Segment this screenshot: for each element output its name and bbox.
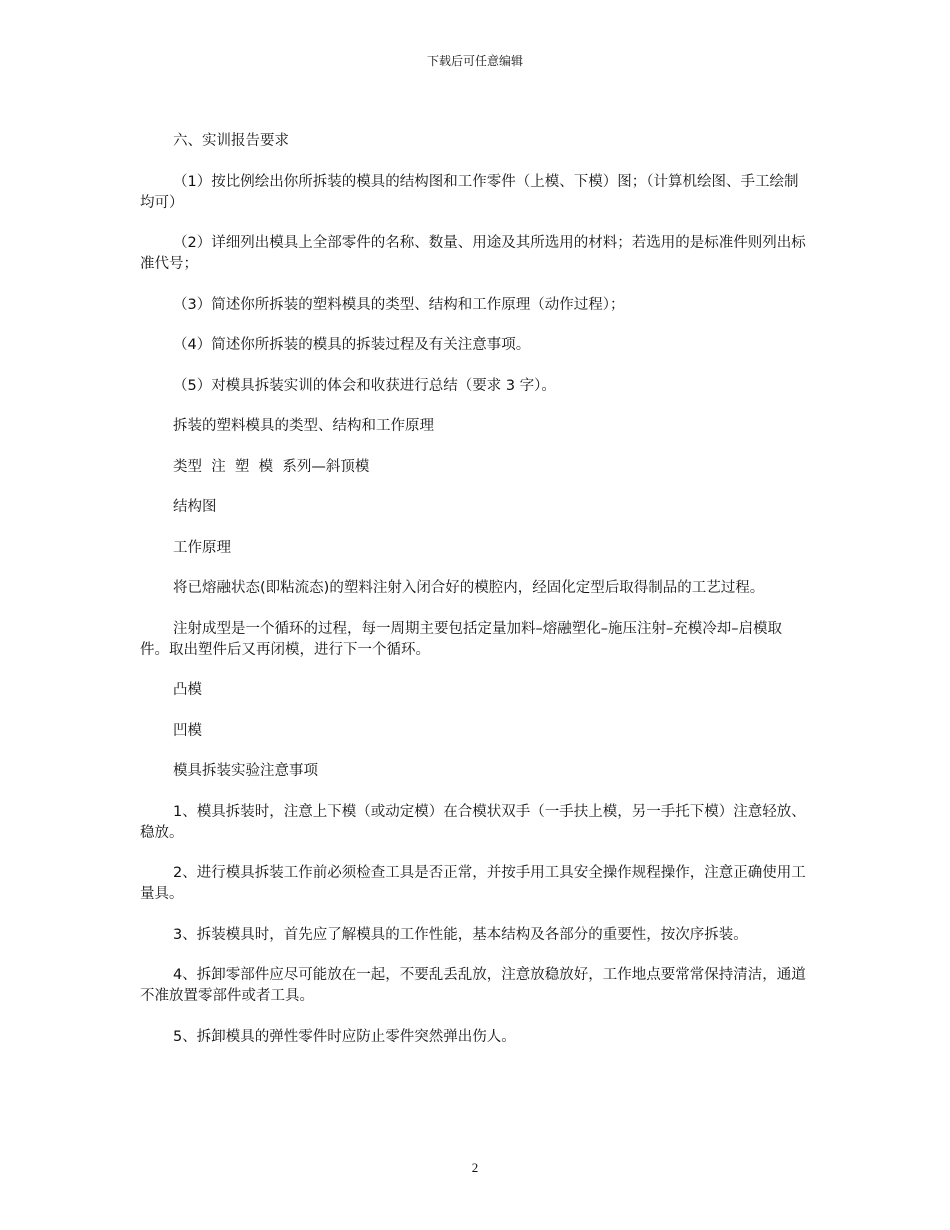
mold-type-line: 类型 注 塑 模 系列—斜顶模 [173,458,370,475]
requirement-item-2: （2）详细列出模具上全部零件的名称、数量、用途及其所选用的材料；若选用的是标准件则列出标准代号； [140,235,806,272]
precaution-item-4: 4、拆卸零部件应尽可能放在一起，不要乱丢乱放，注意放稳放好，工作地点要常常保持清洁，通道不准放置零部件或者工具。 [140,967,806,1004]
precaution-item-5: 5、拆卸模具的弹性零件时应防止零件突然弹出伤人。 [173,1028,516,1045]
punch-label: 凸模 [173,682,202,698]
page-number: 2 [471,1160,479,1175]
section-heading-report-requirements: 六、实训报告要求 [173,133,289,149]
structure-diagram-label: 结构图 [173,499,217,515]
page-header: 下载后可任意编辑 [426,54,523,68]
principle-paragraph-2: 注射成型是一个循环的过程，每一周期主要包括定量加料–熔融塑化–施压注射–充模冷却–启模取件。取出塑件后又再闭模，进行下一个循环。 [140,620,782,658]
requirement-item-4: （4）简述你所拆装的模具的拆装过程及有关注意事项。 [173,337,531,353]
working-principle-heading: 工作原理 [173,539,231,556]
precaution-item-1: 1、模具拆装时，注意上下模（或动定模）在合模状双手（一手扶上模，另一手托下模）注意轻放、稳放。 [140,803,806,841]
principle-paragraph-1: 将已熔融状态(即粘流态)的塑料注射入闭合好的模腔内，经固化定型后取得制品的工艺过程。 [173,580,765,596]
die-label: 凹模 [173,722,202,739]
requirement-item-1: （1）按比例绘出你所拆装的模具的结构图和工作零件（上模、下模）图；（计算机绘图、手工绘制均可） [140,173,799,211]
precautions-heading: 模具拆装实验注意事项 [173,763,318,779]
requirement-item-3: （3）简述你所拆装的塑料模具的类型、结构和工作原理（动作过程）； [173,296,625,313]
mold-overview-heading: 拆装的塑料模具的类型、结构和工作原理 [173,418,434,434]
requirement-item-5: （5）对模具拆装实训的体会和收获进行总结（要求 3 字）。 [173,377,556,394]
document-body [140,131,810,1067]
precaution-item-2: 2、进行模具拆装工作前必须检查工具是否正常，并按手用工具安全操作规程操作，注意正确使用工量具。 [140,865,806,902]
precaution-item-3: 3、拆装模具时，首先应了解模具的工作性能，基本结构及各部分的重要性，按次序拆装。 [173,926,748,943]
